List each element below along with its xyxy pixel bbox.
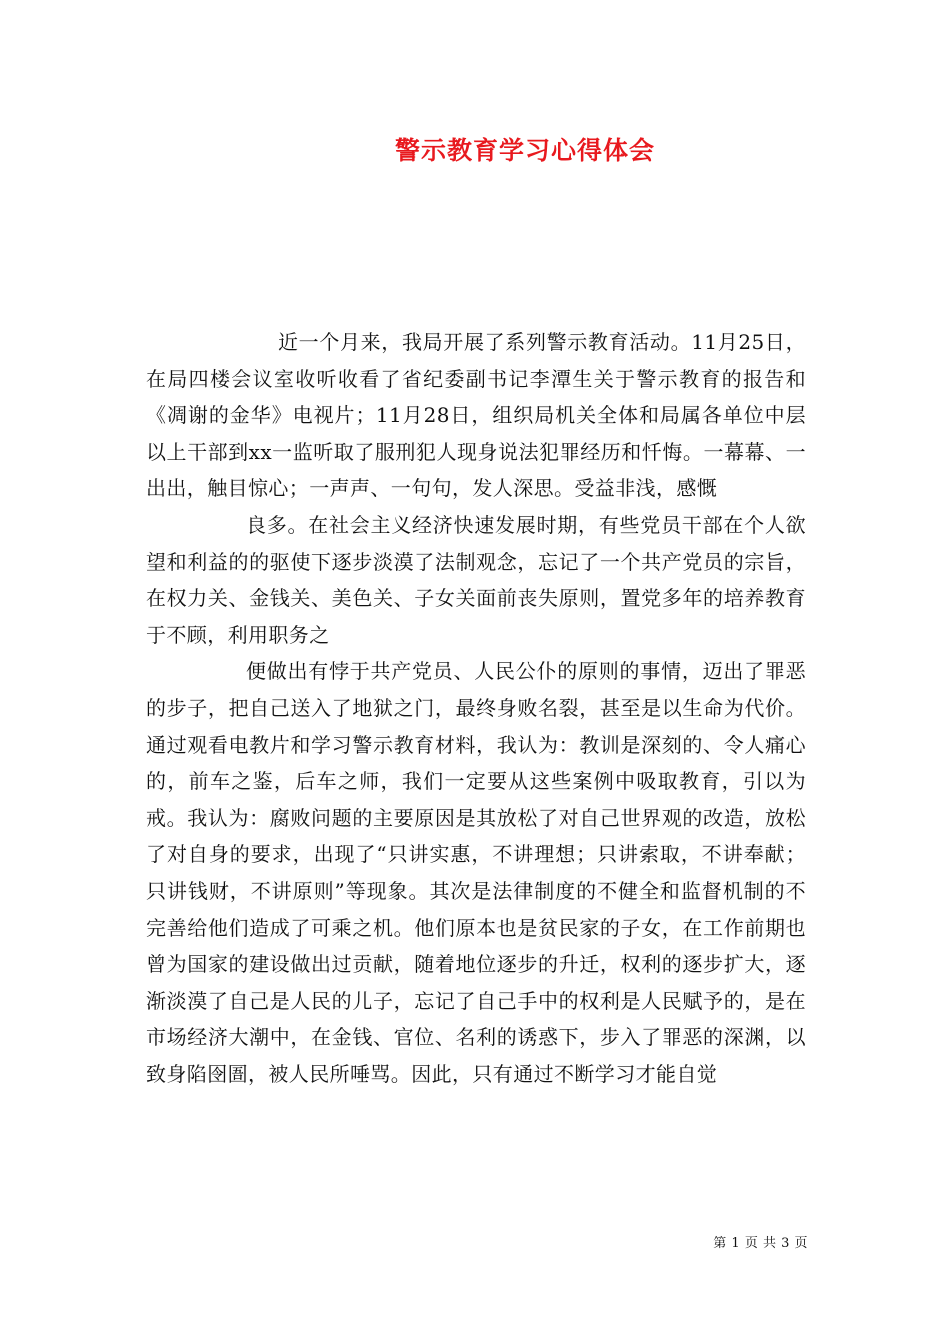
document-title: 警示教育学习心得体会 bbox=[394, 136, 655, 165]
paragraph-2: 良多。在社会主义经济快速发展时期，有些党员干部在个人欲望和利益的的驱使下逐步淡漠了法制观念，忘记了一个共产党员的宗旨，在权力关、金钱关、美色关、子女关面前丧失原则，置党多年的培养教育于不顾，利用职务之 bbox=[146, 512, 806, 647]
paragraph-3: 便做出有悖于共产党员、人民公仆的原则的事情，迈出了罪恶的步子，把自己送入了地狱之门，最终身败名裂，甚至是以生命为代价。通过观看电教片和学习警示教育材料，我认为：教训是深刻的、令人痛心的，前车之鉴，后车之师，我们一定要从这些案例中吸取教育，引以为戒。我认为：腐败问题的主要原因是其放松了对自己世界观的改造，放松了对自身的要求，出现了“只讲实惠，不讲理想；只讲索取，不讲奉献；只讲钱财，不讲原则”等现象。其次是法律制度的不健全和监督机制的不完善给他们造成了可乘之机。他们原本也是贫民家的子女，在工作前期也曾为国家的建设做出过贡献，随着地位逐步的升迁，权利的逐步扩大，逐渐淡漠了自己是人民的儿子，忘记了自己手中的权利是人民赋予的，是在市场经济大潮中，在金钱、官位、名利的诱惑下，步入了罪恶的深渊，以致身陷囹圄，被人民所唾骂。因此，只有通过不断学习才能自觉 bbox=[146, 659, 806, 1086]
paragraph-1: 近一个月来，我局开展了系列警示教育活动。11月25日，在局四楼会议室收听收看了省纪委副书记李潭生关于警示教育的报告和《凋谢的金华》电视片；11月28日，组织局机关全体和局属各单位中层以上干部到xx一监听取了服刑犯人现身说法犯罪经历和忏悔。一幕幕、一出出，触目惊心；一声声、一句句，发人深思。受益非浅，感慨 bbox=[146, 330, 806, 501]
document-body bbox=[146, 324, 806, 1092]
page-number-footer: 第 1 页 共 3 页 bbox=[713, 1236, 808, 1251]
